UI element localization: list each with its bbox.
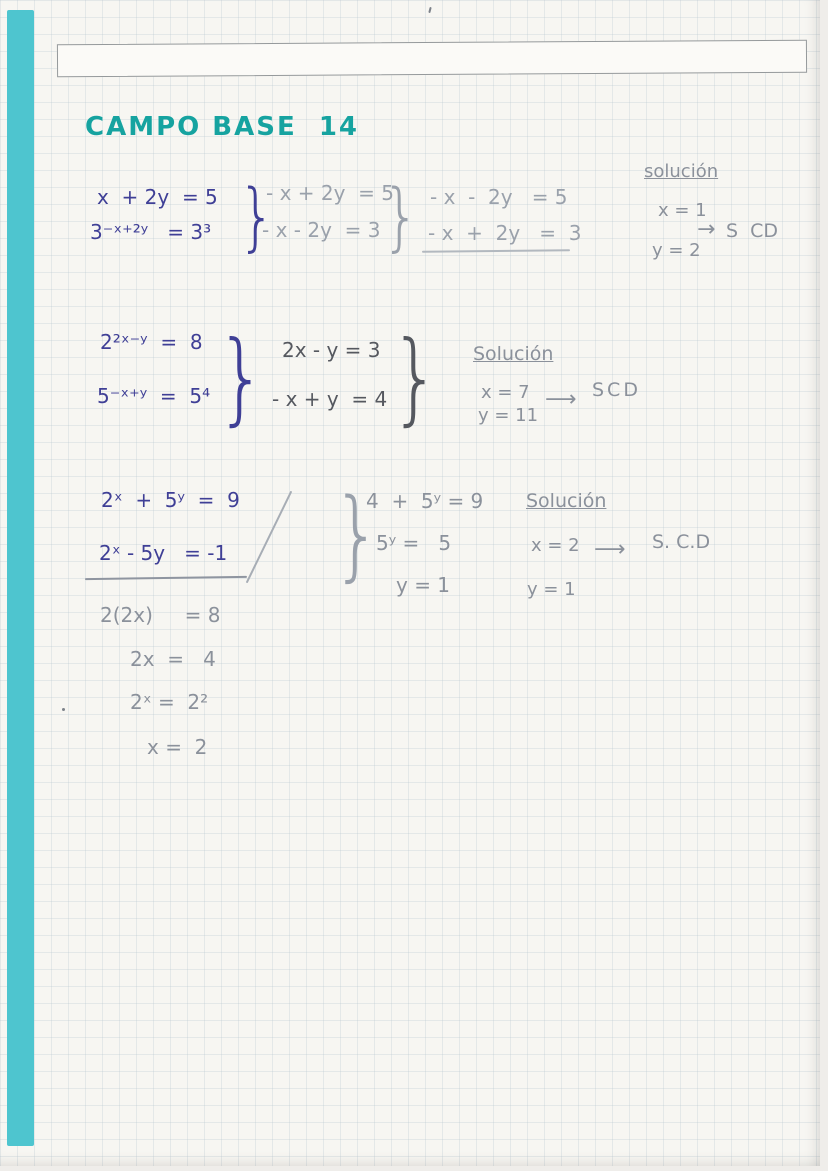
system3-step1-line1: 4 + 5ʸ = 9 xyxy=(366,489,484,513)
system1-solution-tag: S CD xyxy=(726,220,779,242)
system2-solution-y: y = 11 xyxy=(478,405,539,426)
system3-solution-tag: S. C.D xyxy=(652,531,711,553)
work-line1: 2(2x) = 8 xyxy=(100,603,221,627)
system3-solution-x: x = 2 xyxy=(531,535,580,556)
system1-solution-label: solución xyxy=(644,161,719,182)
work-line4: x = 2 xyxy=(147,735,208,759)
work-line3: 2ˣ = 2² xyxy=(130,690,209,714)
system3-eq2-underline xyxy=(85,576,247,580)
system2-solution-tag: SCD xyxy=(592,379,641,401)
system3-step1-line3: y = 1 xyxy=(396,573,451,597)
system1-step1-line1: - x + 2y = 5 xyxy=(266,181,394,205)
system1-step2-line1: - x - 2y = 5 xyxy=(430,185,568,209)
stray-dot xyxy=(62,708,65,711)
work-line2: 2x = 4 xyxy=(130,647,216,671)
system2-step1-line2: - x + y = 4 xyxy=(272,387,388,411)
system2-solution-label: Solución xyxy=(473,343,554,365)
system2-given-eq2: 5⁻ˣ⁺ʸ = 5⁴ xyxy=(97,384,211,408)
system3-solution-label: Solución xyxy=(526,490,607,512)
stray-pen-mark xyxy=(428,7,431,13)
system3-solution-y: y = 1 xyxy=(527,579,576,600)
system1-solution-x: x = 1 xyxy=(658,200,707,221)
system1-solution-arrow: → xyxy=(697,217,716,242)
system3-brace: } xyxy=(332,478,382,592)
system1-given-eq1: x + 2y = 5 xyxy=(97,185,218,209)
system1-brace-2: } xyxy=(382,174,420,260)
system3-step1-line2: 5ʸ = 5 xyxy=(376,531,452,555)
system2-given-eq1: 2²ˣ⁻ʸ = 8 xyxy=(100,330,203,354)
system2-solution-x: x = 7 xyxy=(481,382,530,403)
system3-cancel-stroke xyxy=(246,491,293,584)
system3-solution-arrow: ⟶ xyxy=(594,537,626,562)
system1-step2-line2: - x + 2y = 3 xyxy=(428,221,582,245)
system3-given-eq1: 2ˣ + 5ʸ = 9 xyxy=(101,488,240,512)
system1-solution-y: y = 2 xyxy=(652,240,701,261)
system1-step1-line2: - x - 2y = 3 xyxy=(262,218,381,242)
system3-given-eq2: 2ˣ - 5y = -1 xyxy=(99,541,228,565)
page-title: CAMPO BASE 14 xyxy=(85,112,359,142)
system2-brace-1: } xyxy=(216,319,267,436)
teal-edge-strip xyxy=(7,10,34,1146)
system1-step2-underline xyxy=(422,249,570,253)
system1-brace-1: } xyxy=(238,174,276,260)
header-box xyxy=(57,40,807,78)
system2-solution-arrow: ⟶ xyxy=(545,387,577,412)
system1-given-eq2: 3⁻ˣ⁺²ʸ = 3³ xyxy=(90,220,212,244)
system2-step1-line1: 2x - y = 3 xyxy=(282,338,381,362)
system2-brace-2: } xyxy=(390,319,441,436)
